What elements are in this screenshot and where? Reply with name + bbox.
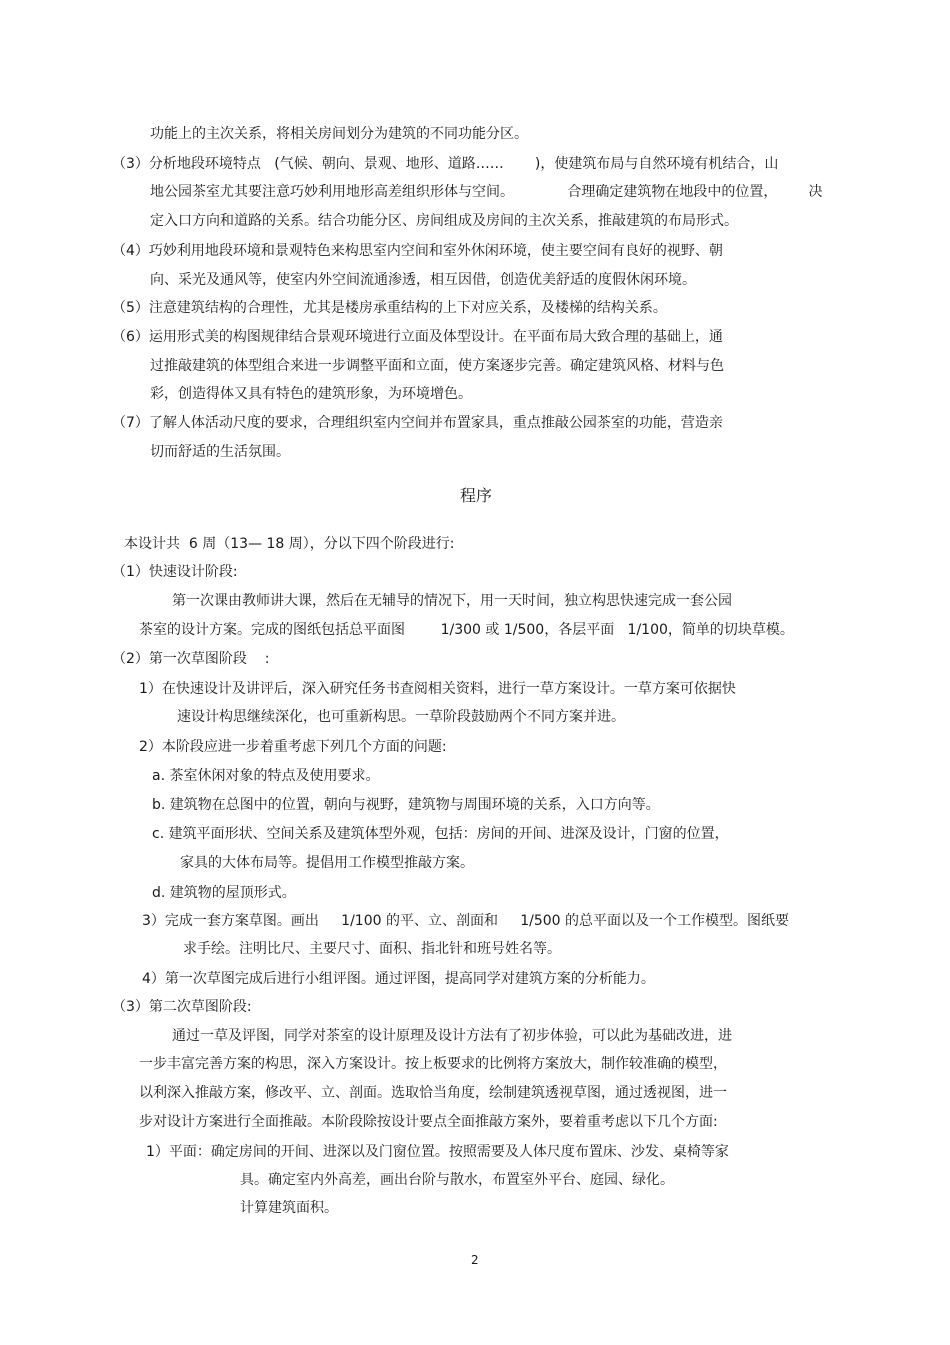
section-title: 程序 (460, 486, 493, 505)
text-line: （5）注意建筑结构的合理性，尤其是楼房承重结构的上下对应关系，及楼梯的结构关系。 (112, 300, 667, 316)
text-line: 速设计构思继续深化，也可重新构思。一草阶段鼓励两个不同方案并进。 (177, 709, 625, 725)
text-line: （3）分析地段环境特点 (气候、朝向、景观、地形、道路…… )，使建筑布局与自然环境有机结合，山 (112, 156, 779, 172)
text-line: 计算建筑面积。 (240, 1200, 338, 1216)
text-line: 过推敲建筑的体型组合来进一步调整平面和立面，使方案逐步完善。确定建筑风格、材料与色 (150, 358, 724, 374)
text-line: 茶室的设计方案。完成的图纸包括总平面图 1/300 或 1/500，各层平面 1/100，简单的切块草模。 (139, 622, 794, 638)
text-line: 步对设计方案进行全面推敲。本阶段除按设计要点全面推敲方案外，要着重考虑以下几个方面: (139, 1114, 718, 1130)
text-line: （3）第二次草图阶段: (112, 999, 252, 1015)
text-line: 地公园茶室尤其要注意巧妙利用地形高差组织形体与空间。 合理确定建筑物在地段中的位置， 决 (150, 184, 823, 200)
text-line: 彩，创造得体又具有特色的建筑形象，为环境增色。 (150, 386, 472, 402)
text-line: 以利深入推敲方案，修改平、立、剖面。选取恰当角度，绘制建筑透视草图，通过透视图，进一 (139, 1085, 727, 1101)
text-line: （4）巧妙利用地段环境和景观特色来构思室内空间和室外休闲环境，使主要空间有良好的视野、朝 (112, 243, 723, 259)
text-line: 具。确定室内外高差，画出台阶与散水，布置室外平台、庭园、绿化。 (240, 1172, 674, 1188)
text-line: （6）运用形式美的构图规律结合景观环境进行立面及体型设计。在平面布局大致合理的基础上，通 (112, 329, 723, 345)
text-line: 功能上的主次关系，将相关房间划分为建筑的不同功能分区。 (150, 126, 528, 142)
text-line: 3）完成一套方案草图。画出 1/100 的平、立、剖面和 1/500 的总平面以及一个工作模型。图纸要 (142, 913, 789, 929)
text-line: 1）平面：确定房间的开间、进深以及门窗位置。按照需要及人体尺度布置床、沙发、桌椅等家 (146, 1144, 729, 1160)
text-line: 向、采光及通风等，使室内外空间流通渗透，相互因借，创造优美舒适的度假休闲环境。 (150, 272, 696, 288)
text-line: （2）第一次草图阶段 : (112, 651, 270, 667)
text-line: 求手绘。注明比尺、主要尺寸、面积、指北针和班号姓名等。 (183, 941, 561, 957)
text-line: 家具的大体布局等。提倡用工作模型推敲方案。 (180, 855, 474, 871)
page-number: 2 (471, 1253, 479, 1267)
text-line: 定入口方向和道路的关系。结合功能分区、房间组成及房间的主次关系，推敲建筑的布局形式。 (150, 213, 738, 229)
text-line: （1）快速设计阶段: (112, 564, 238, 580)
text-line: b. 建筑物在总图中的位置，朝向与视野，建筑物与周围环境的关系，入口方向等。 (152, 797, 660, 813)
text-line: （7）了解人体活动尺度的要求，合理组织室内空间并布置家具，重点推敲公园茶室的功能，营造亲 (112, 415, 723, 431)
text-line: 1）在快速设计及讲评后，深入研究任务书查阅相关资料，进行一草方案设计。一草方案可依据快 (139, 681, 736, 697)
text-line: d. 建筑物的屋顶形式。 (152, 885, 296, 901)
text-line: 2）本阶段应进一步着重考虑下列几个方面的问题: (139, 739, 447, 755)
text-line: 切而舒适的生活氛围。 (150, 444, 290, 460)
text-line: 一步丰富完善方案的构思，深入方案设计。按上板要求的比例将方案放大，制作较准确的模型， (139, 1056, 727, 1072)
text-line: c. 建筑平面形状、空间关系及建筑体型外观，包括：房间的开间、进深及设计，门窗的位置， (152, 826, 729, 842)
text-line: 本设计共 6 周（13— 18 周），分以下四个阶段进行: (124, 536, 455, 552)
text-line: 通过一草及评图，同学对茶室的设计原理及设计方法有了初步体验，可以此为基础改进，进 (172, 1028, 732, 1044)
text-line: 4）第一次草图完成后进行小组评图。通过评图，提高同学对建筑方案的分析能力。 (142, 971, 655, 987)
text-line: a. 茶室休闲对象的特点及使用要求。 (152, 768, 380, 784)
text-line: 第一次课由教师讲大课，然后在无辅导的情况下，用一天时间，独立构思快速完成一套公园 (172, 593, 732, 609)
